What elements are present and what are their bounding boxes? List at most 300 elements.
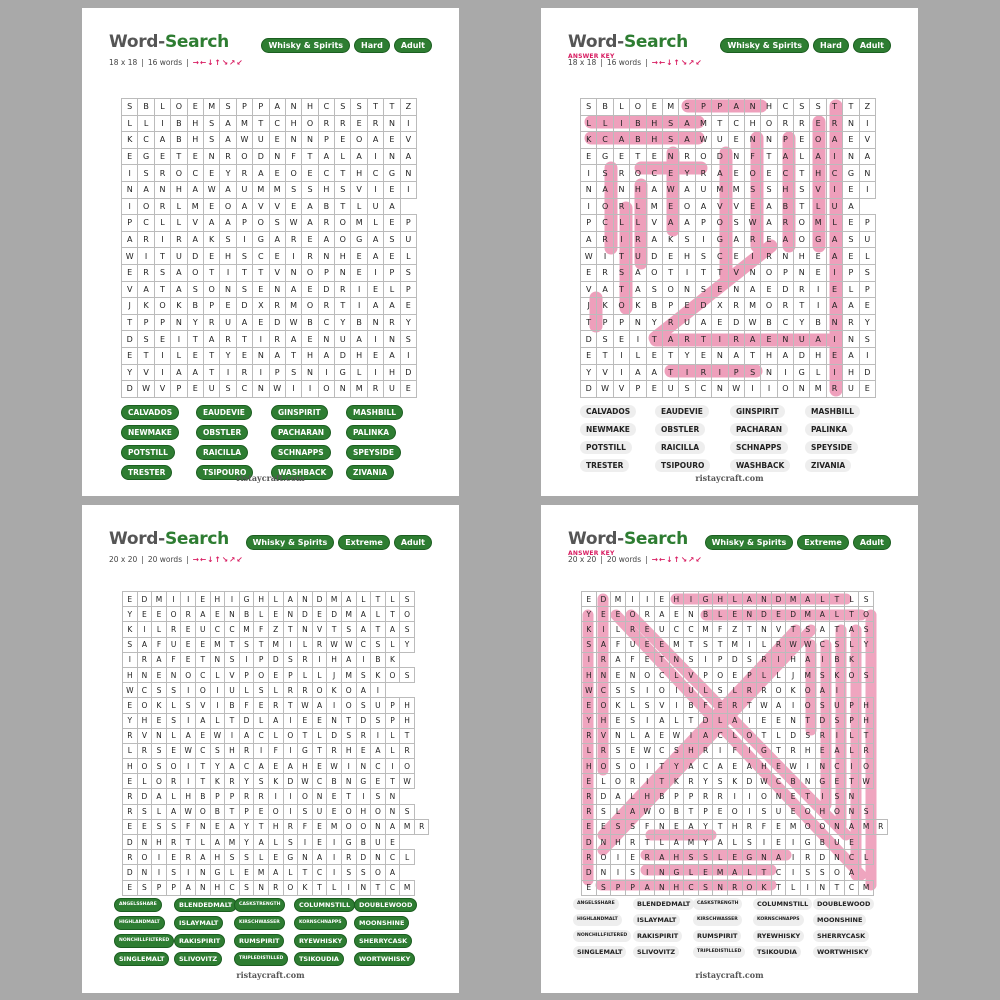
grid-cell: A	[210, 835, 225, 850]
grid-cell: I	[283, 637, 298, 652]
grid-cell: R	[757, 652, 772, 667]
grid-cell: O	[283, 880, 298, 895]
grid-cell: B	[195, 789, 210, 804]
grid-row	[582, 865, 888, 880]
grid-cell: E	[582, 774, 597, 789]
direction-arrows: →←↓↑↘↗↙	[651, 58, 703, 67]
grid-cell: I	[613, 347, 629, 364]
grid-cell: E	[727, 759, 742, 774]
grid-cell: H	[815, 804, 830, 819]
grid-cell: O	[195, 683, 210, 698]
grid-cell: I	[122, 165, 138, 182]
grid-cell: E	[312, 713, 327, 728]
grid-cell: A	[826, 132, 842, 149]
grid-cell: E	[786, 789, 801, 804]
grid-cell: I	[800, 759, 815, 774]
grid-cell: I	[371, 683, 386, 698]
grid-cell: E	[302, 331, 318, 348]
grid-cell: S	[611, 743, 626, 758]
word-pill: NEWMAKE	[121, 425, 179, 440]
page-title: Word-Search	[568, 32, 688, 52]
grid-cell: L	[757, 667, 772, 682]
grid-cell: P	[152, 880, 167, 895]
grid-cell: W	[298, 698, 313, 713]
grid-cell: I	[742, 713, 757, 728]
grid-cell: F	[181, 819, 196, 834]
grid-cell: U	[630, 248, 646, 265]
grid-cell: B	[830, 652, 845, 667]
grid-cell: H	[152, 835, 167, 850]
grid-cell: B	[210, 804, 225, 819]
grid-cell: I	[742, 743, 757, 758]
grid-cell: C	[195, 667, 210, 682]
grid-cell: A	[385, 865, 400, 880]
grid-cell: E	[646, 347, 662, 364]
grid-cell: M	[662, 99, 678, 116]
grid-row	[123, 774, 429, 789]
grid-cell: D	[582, 865, 597, 880]
grid-row	[123, 698, 429, 713]
grid-cell: R	[318, 298, 334, 315]
grid-cell: I	[400, 347, 416, 364]
grid-cell: P	[283, 667, 298, 682]
grid-cell: T	[385, 607, 400, 622]
grid-cell: V	[684, 667, 699, 682]
grid-cell: S	[800, 622, 815, 637]
grid-cell: L	[613, 215, 629, 232]
grid-cell: R	[318, 215, 334, 232]
grid-cell: U	[843, 381, 859, 398]
grid-cell: S	[285, 364, 301, 381]
grid-cell: N	[844, 789, 859, 804]
grid-cell: D	[283, 774, 298, 789]
grid-cell: K	[830, 667, 845, 682]
grid-cell: P	[695, 99, 711, 116]
grid-cell: D	[122, 331, 138, 348]
word-pill: ANGELSSHARE	[573, 898, 619, 910]
word-pill: RAICILLA	[655, 441, 705, 454]
grid-cell: S	[225, 652, 240, 667]
grid-cell: S	[137, 880, 152, 895]
grid-cell: R	[777, 215, 793, 232]
grid-cell: A	[826, 298, 842, 315]
grid-cell: I	[318, 364, 334, 381]
grid-cell: S	[859, 622, 874, 637]
grid-cell: I	[123, 652, 138, 667]
grid-cell: N	[298, 622, 313, 637]
word-pill: DOUBLEWOOD	[813, 898, 874, 910]
grid-cell: E	[187, 347, 203, 364]
grid-cell: A	[367, 132, 383, 149]
grid-row	[123, 743, 429, 758]
grid-cell: X	[712, 298, 728, 315]
grid-cell: L	[171, 347, 187, 364]
grid-cell: T	[654, 759, 669, 774]
grid-cell: O	[662, 281, 678, 298]
grid-cell: H	[351, 165, 367, 182]
grid-cell: R	[695, 165, 711, 182]
grid-cell: I	[220, 264, 236, 281]
grid-cell: O	[596, 759, 611, 774]
grid-cell: E	[596, 607, 611, 622]
grid-cell: T	[646, 331, 662, 348]
grid-cell: D	[137, 789, 152, 804]
grid-cell: O	[757, 789, 772, 804]
grid-cell: W	[123, 683, 138, 698]
grid-cell: W	[695, 132, 711, 149]
grid-cell: T	[341, 789, 356, 804]
grid-cell: H	[757, 759, 772, 774]
grid-row	[581, 331, 876, 348]
grid-cell: A	[371, 743, 386, 758]
grid-cell: L	[844, 743, 859, 758]
grid-cell: E	[210, 607, 225, 622]
grid-cell: O	[761, 264, 777, 281]
grid-cell: E	[195, 592, 210, 607]
grid-row	[122, 198, 417, 215]
grid-cell: I	[640, 774, 655, 789]
grid-cell: K	[786, 683, 801, 698]
grid-cell: G	[210, 865, 225, 880]
grid-cell: T	[253, 264, 269, 281]
grid-cell: T	[713, 819, 728, 834]
grid-cell: L	[225, 865, 240, 880]
grid-cell: A	[662, 331, 678, 348]
tag-audience: Adult	[394, 535, 432, 550]
grid-cell: F	[625, 652, 640, 667]
grid-cell: T	[757, 865, 772, 880]
grid-cell: L	[698, 683, 713, 698]
grid-cell: E	[662, 198, 678, 215]
grid-cell: L	[298, 637, 313, 652]
grid-cell: A	[171, 364, 187, 381]
grid-cell: C	[187, 165, 203, 182]
grid-cell: U	[625, 637, 640, 652]
grid-cell: F	[640, 819, 655, 834]
grid-row	[122, 381, 417, 398]
grid-cell: N	[786, 713, 801, 728]
grid-cell: N	[630, 314, 646, 331]
grid-cell: I	[367, 331, 383, 348]
grid-cell: O	[385, 667, 400, 682]
grid-cell: R	[630, 231, 646, 248]
grid-cell: I	[786, 698, 801, 713]
grid-cell: P	[400, 281, 416, 298]
word-pill: SLIVOVITZ	[633, 946, 679, 958]
word-pill: TRESTER	[580, 459, 629, 472]
grid-cell: A	[695, 198, 711, 215]
grid-cell: J	[122, 298, 138, 315]
grid-cell: B	[187, 298, 203, 315]
grid-cell: A	[771, 850, 786, 865]
grid-cell: T	[335, 298, 351, 315]
grid-cell: S	[371, 713, 386, 728]
grid-cell: M	[269, 181, 285, 198]
grid-cell: R	[582, 804, 597, 819]
tag-difficulty: Extreme	[797, 535, 849, 550]
grid-cell: C	[597, 215, 613, 232]
grid-cell: C	[239, 759, 254, 774]
grid-cell: U	[225, 683, 240, 698]
grid-cell: D	[596, 789, 611, 804]
grid-cell: Z	[400, 99, 416, 116]
grid-cell: E	[844, 835, 859, 850]
grid-cell: E	[581, 148, 597, 165]
grid-cell: R	[285, 231, 301, 248]
grid-cell: E	[646, 381, 662, 398]
grid-cell: I	[356, 652, 371, 667]
grid-cell: M	[611, 592, 626, 607]
grid-cell: B	[597, 99, 613, 116]
grid-cell: I	[367, 264, 383, 281]
grid-cell: D	[137, 592, 152, 607]
grid-cell: P	[713, 652, 728, 667]
grid-cell: S	[800, 865, 815, 880]
grid-cell: N	[356, 880, 371, 895]
grid-cell: E	[123, 819, 138, 834]
grid-cell: O	[596, 698, 611, 713]
grid-cell: P	[203, 298, 219, 315]
grid-cell: W	[662, 181, 678, 198]
grid-cell: N	[285, 132, 301, 149]
grid-cell: M	[239, 622, 254, 637]
grid-cell: I	[283, 789, 298, 804]
grid-cell: E	[384, 248, 400, 265]
grid-cell: L	[815, 592, 830, 607]
grid-cell: N	[137, 667, 152, 682]
grid-cell: E	[123, 880, 138, 895]
grid-cell: W	[203, 181, 219, 198]
grid-cell: R	[695, 364, 711, 381]
grid-cell: A	[318, 347, 334, 364]
grid-cell: I	[400, 115, 416, 132]
grid-cell: M	[800, 667, 815, 682]
grid-cell: P	[728, 364, 744, 381]
grid-cell: R	[613, 165, 629, 182]
grid-cell: E	[761, 281, 777, 298]
grid-cell: O	[351, 132, 367, 149]
grid-cell: H	[727, 819, 742, 834]
grid-cell: R	[138, 231, 154, 248]
grid-cell: I	[712, 364, 728, 381]
grid-row	[582, 759, 888, 774]
grid-cell: I	[581, 165, 597, 182]
grid-cell: O	[810, 132, 826, 149]
grid-cell: L	[385, 637, 400, 652]
grid-cell: A	[611, 789, 626, 804]
grid-row	[122, 231, 417, 248]
grid-cell: Y	[582, 713, 597, 728]
grid-row	[122, 181, 417, 198]
grid-cell: T	[662, 347, 678, 364]
grid-cell: A	[318, 148, 334, 165]
grid-cell: N	[794, 381, 810, 398]
grid-cell: F	[239, 698, 254, 713]
grid-cell: R	[582, 728, 597, 743]
grid-cell: R	[800, 850, 815, 865]
grid-cell: L	[122, 115, 138, 132]
grid-cell: R	[367, 115, 383, 132]
grid-cell: F	[757, 819, 772, 834]
grid-cell: E	[611, 607, 626, 622]
grid-cell: L	[669, 713, 684, 728]
grid-row	[122, 248, 417, 265]
grid-cell: M	[859, 880, 874, 895]
grid-cell: P	[236, 215, 252, 232]
grid-cell: R	[123, 804, 138, 819]
grid-cell: E	[679, 298, 695, 315]
grid-cell: V	[138, 364, 154, 381]
grid-cell: R	[794, 281, 810, 298]
grid-cell: W	[181, 804, 196, 819]
grid-cell: A	[844, 865, 859, 880]
grid-cell: G	[239, 592, 254, 607]
grid-cell: H	[341, 743, 356, 758]
grid-cell: I	[800, 880, 815, 895]
grid-cell: G	[356, 774, 371, 789]
grid-cell: L	[268, 592, 283, 607]
grid-cell: M	[341, 667, 356, 682]
grid-cell: I	[152, 865, 167, 880]
grid-cell: A	[236, 314, 252, 331]
grid-cell: B	[698, 607, 713, 622]
grid-cell: N	[761, 132, 777, 149]
grid-cell: T	[298, 865, 313, 880]
grid-cell: O	[203, 281, 219, 298]
grid-cell: T	[154, 248, 170, 265]
grid-cell: A	[269, 347, 285, 364]
grid-cell: C	[844, 880, 859, 895]
grid-cell: N	[684, 607, 699, 622]
grid-cell: O	[742, 880, 757, 895]
grid-cell: T	[203, 264, 219, 281]
grid-cell: A	[713, 835, 728, 850]
grid-cell: E	[810, 115, 826, 132]
grid-cell: E	[654, 728, 669, 743]
grid-cell: L	[596, 774, 611, 789]
grid-cell: E	[298, 713, 313, 728]
grid-cell: R	[220, 148, 236, 165]
grid-cell: S	[239, 637, 254, 652]
grid-row	[123, 667, 429, 682]
grid-cell: O	[220, 198, 236, 215]
grid-cell: B	[810, 314, 826, 331]
grid-cell: N	[367, 314, 383, 331]
grid-cell: G	[815, 774, 830, 789]
grid-cell: O	[166, 759, 181, 774]
grid-cell: A	[385, 819, 400, 834]
word-pill: ISLAYMALT	[633, 914, 680, 926]
page-title: Word-Search	[109, 32, 229, 52]
grid-cell: E	[611, 713, 626, 728]
grid-cell: L	[171, 198, 187, 215]
grid-cell: E	[327, 789, 342, 804]
grid-cell: E	[302, 281, 318, 298]
grid-cell: I	[137, 622, 152, 637]
grid-cell: H	[356, 804, 371, 819]
grid-cell: E	[154, 331, 170, 348]
grid-cell: L	[611, 804, 626, 819]
grid-row	[582, 622, 888, 637]
grid-cell: L	[727, 835, 742, 850]
grid-cell: A	[713, 759, 728, 774]
word-pill: GINSPIRIT	[730, 405, 785, 418]
grid-cell: N	[269, 148, 285, 165]
footer-url: ristaycraft.com	[695, 473, 764, 483]
grid-cell: E	[771, 713, 786, 728]
grid-cell: H	[302, 99, 318, 116]
tag-audience: Adult	[853, 535, 891, 550]
grid-cell: R	[744, 231, 760, 248]
grid-cell: H	[859, 698, 874, 713]
grid-cell: W	[800, 637, 815, 652]
grid-cell: W	[341, 637, 356, 652]
grid-cell: U	[684, 683, 699, 698]
grid-cell: Y	[581, 364, 597, 381]
grid-cell: D	[123, 835, 138, 850]
grid-cell: U	[695, 181, 711, 198]
grid-cell: W	[298, 774, 313, 789]
grid-row	[122, 215, 417, 232]
grid-cell: Y	[669, 759, 684, 774]
grid-cell: S	[625, 865, 640, 880]
grid-cell: B	[371, 652, 386, 667]
grid-row	[581, 298, 876, 315]
grid-cell: U	[400, 231, 416, 248]
grid-cell: E	[166, 743, 181, 758]
grid-cell: I	[826, 264, 842, 281]
grid-row	[122, 364, 417, 381]
grid-cell: A	[203, 331, 219, 348]
grid-cell: N	[318, 331, 334, 348]
grid-cell: D	[236, 298, 252, 315]
grid-cell: S	[679, 99, 695, 116]
grid-cell: T	[254, 819, 269, 834]
word-pill: MASHBILL	[805, 405, 860, 418]
grid-row	[582, 804, 888, 819]
grid-cell: I	[757, 835, 772, 850]
puzzle-info: 20 x 20 | 20 words | →←↓↑↘↗↙	[568, 555, 703, 564]
grid-cell: A	[385, 622, 400, 637]
grid-cell: I	[122, 198, 138, 215]
grid-cell: F	[611, 637, 626, 652]
grid-cell: P	[611, 880, 626, 895]
grid-cell: O	[613, 298, 629, 315]
grid-cell: A	[815, 622, 830, 637]
grid-cell: M	[253, 181, 269, 198]
word-pill: SINGLEMALT	[573, 946, 626, 958]
grid-cell: K	[611, 698, 626, 713]
grid-cell: Z	[268, 622, 283, 637]
grid-cell: D	[786, 607, 801, 622]
grid-cell: L	[152, 804, 167, 819]
grid-cell: H	[225, 743, 240, 758]
grid-cell: I	[640, 865, 655, 880]
grid-cell: W	[327, 759, 342, 774]
direction-arrows: →←↓↑↘↗↙	[192, 555, 244, 564]
grid-cell: K	[123, 622, 138, 637]
grid-cell: N	[385, 804, 400, 819]
grid-cell: D	[268, 652, 283, 667]
footer-url: ristaycraft.com	[236, 970, 305, 980]
grid-cell: Y	[123, 713, 138, 728]
grid-cell: A	[826, 231, 842, 248]
grid-row	[581, 314, 876, 331]
grid-cell: C	[225, 622, 240, 637]
grid-cell: T	[794, 198, 810, 215]
grid-cell: O	[844, 667, 859, 682]
grid-cell: H	[669, 850, 684, 865]
